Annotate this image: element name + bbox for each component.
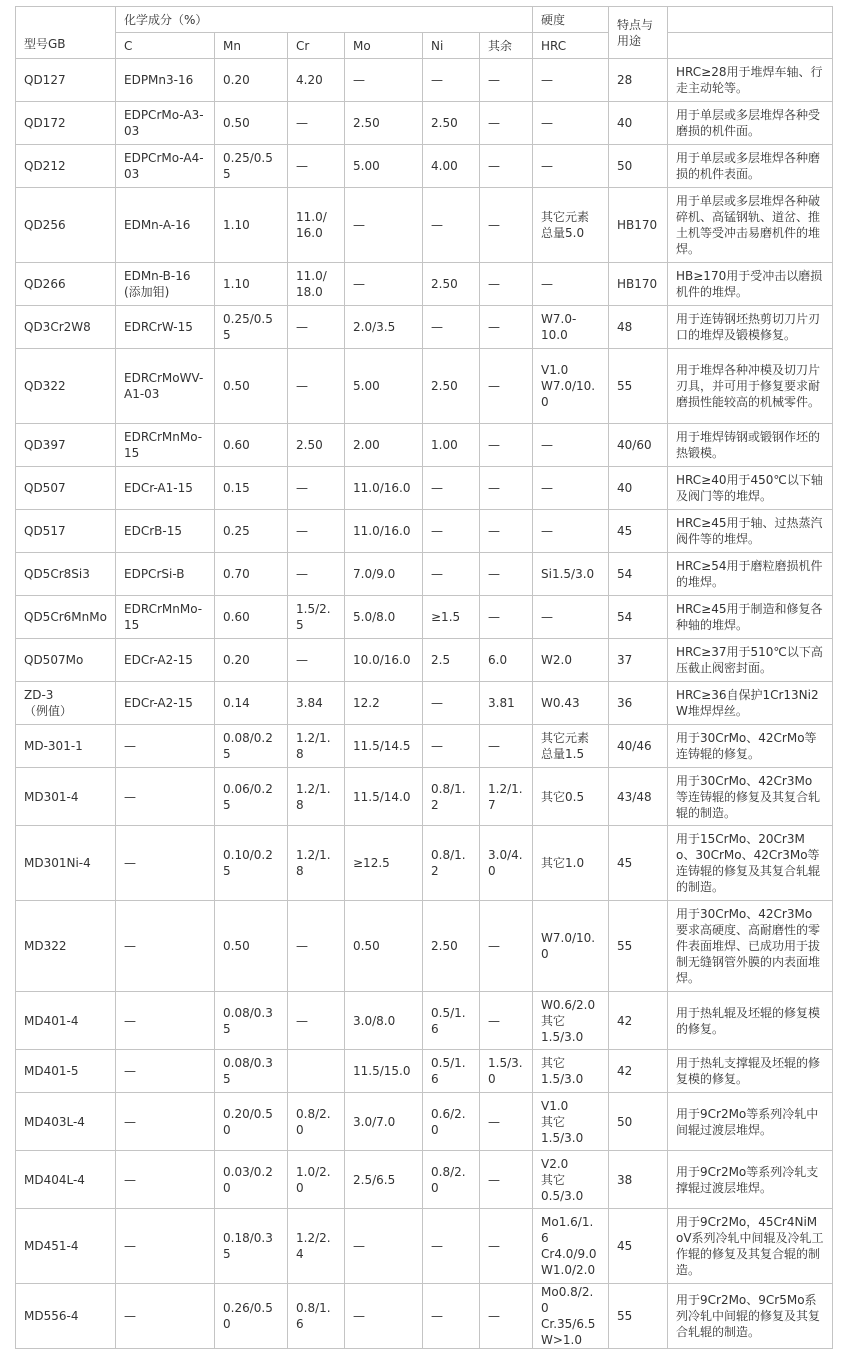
cell-hrc-note: W2.0 — [533, 639, 609, 682]
cell-hrc-note: — — [533, 145, 609, 188]
cell-ni: 0.5/1.6 — [423, 1050, 480, 1093]
cell-model: QD127 — [16, 59, 116, 102]
cell-model: MD322 — [16, 901, 116, 992]
cell-mn-col-c: EDPCrSi-B — [116, 553, 215, 596]
table-row — [16, 682, 833, 725]
cell-mn: 0.25 — [215, 510, 288, 553]
cell-mn-col-c: — — [116, 725, 215, 768]
cell-other: — — [480, 1284, 533, 1349]
cell-ni: 0.8/1.2 — [423, 826, 480, 901]
cell-model: QD322 — [16, 349, 116, 424]
cell-usage: 用于单层或多层堆焊各种磨损的机件表面。 — [668, 145, 833, 188]
cell-ni: 2.5 — [423, 639, 480, 682]
table-row — [16, 1093, 833, 1151]
cell-hrc-note: — — [533, 263, 609, 306]
cell-usage: 用于单层或多层堆焊各种受磨损的机件面。 — [668, 102, 833, 145]
cell-other: — — [480, 188, 533, 263]
cell-hrc-note: W0.6/2.0 其它 1.5/3.0 — [533, 992, 609, 1050]
cell-ni: — — [423, 306, 480, 349]
cell-mo: 5.00 — [345, 349, 423, 424]
cell-hrc-note: Si1.5/3.0 — [533, 553, 609, 596]
cell-ni: 0.5/1.6 — [423, 992, 480, 1050]
cell-other: — — [480, 349, 533, 424]
cell-mn-col-c: EDRCrMnMo-15 — [116, 424, 215, 467]
cell-model: QD507Mo — [16, 639, 116, 682]
cell-mo: 10.0/16.0 — [345, 639, 423, 682]
cell-cr: — — [288, 102, 345, 145]
table-row — [16, 553, 833, 596]
cell-ni: — — [423, 467, 480, 510]
cell-hardness: 38 — [609, 1151, 668, 1209]
cell-mn: 0.15 — [215, 467, 288, 510]
cell-ni: — — [423, 725, 480, 768]
cell-hardness: 42 — [609, 1050, 668, 1093]
cell-ni: 0.8/2.0 — [423, 1151, 480, 1209]
cell-cr: — — [288, 145, 345, 188]
cell-hrc-note: — — [533, 467, 609, 510]
cell-hardness: 55 — [609, 349, 668, 424]
cell-mn-col-c: EDPMn3-16 — [116, 59, 215, 102]
header-hardness: 硬度 — [533, 7, 609, 33]
cell-other: — — [480, 1093, 533, 1151]
cell-other: 3.81 — [480, 682, 533, 725]
cell-cr — [288, 1050, 345, 1093]
cell-other: — — [480, 306, 533, 349]
cell-hardness: HB170 — [609, 188, 668, 263]
cell-mo: 7.0/9.0 — [345, 553, 423, 596]
cell-mn-col-c: — — [116, 1151, 215, 1209]
cell-mn-col-c: EDMn-B-16 (添加钼) — [116, 263, 215, 306]
cell-other: — — [480, 992, 533, 1050]
cell-mn: 0.26/0.50 — [215, 1284, 288, 1349]
cell-hardness: 43/48 — [609, 768, 668, 826]
cell-mn-col-c: — — [116, 1209, 215, 1284]
cell-mn-col-c: — — [116, 901, 215, 992]
table-row — [16, 1209, 833, 1284]
cell-mn: 0.08/0.25 — [215, 725, 288, 768]
cell-hardness: 54 — [609, 596, 668, 639]
cell-mn: 1.10 — [215, 263, 288, 306]
cell-mn-col-c: EDRCrMnMo-15 — [116, 596, 215, 639]
cell-mn: 0.60 — [215, 596, 288, 639]
cell-mn-col-c: EDRCrW-15 — [116, 306, 215, 349]
cell-cr: — — [288, 306, 345, 349]
cell-model: MD556-4 — [16, 1284, 116, 1349]
cell-ni: 2.50 — [423, 901, 480, 992]
cell-mn: 0.08/0.35 — [215, 992, 288, 1050]
cell-cr: 4.20 — [288, 59, 345, 102]
cell-cr: — — [288, 639, 345, 682]
cell-hrc-note: 其它元素 总量1.5 — [533, 725, 609, 768]
table-row — [16, 510, 833, 553]
cell-mn: 0.18/0.35 — [215, 1209, 288, 1284]
cell-mn: 0.20 — [215, 59, 288, 102]
cell-model: QD266 — [16, 263, 116, 306]
cell-usage: 用于9Cr2Mo等系列冷轧中间辊过渡层堆焊。 — [668, 1093, 833, 1151]
cell-usage: 用于30CrMo、42CrMo等连铸辊的修复。 — [668, 725, 833, 768]
cell-usage: HRC≥40用于450℃以下轴及阀门等的堆焊。 — [668, 467, 833, 510]
cell-ni: 2.50 — [423, 102, 480, 145]
cell-model: ZD-3 （例值） — [16, 682, 116, 725]
cell-mn-col-c: EDPCrMo-A3-03 — [116, 102, 215, 145]
cell-mn-col-c: — — [116, 1093, 215, 1151]
cell-hardness: 37 — [609, 639, 668, 682]
cell-hrc-note: 其它1.0 — [533, 826, 609, 901]
cell-cr: 0.8/1.6 — [288, 1284, 345, 1349]
cell-model: QD212 — [16, 145, 116, 188]
cell-model: MD301Ni-4 — [16, 826, 116, 901]
cell-model: MD403L-4 — [16, 1093, 116, 1151]
header-model: 型号GB — [16, 7, 116, 59]
header-mo: Mo — [345, 33, 423, 59]
cell-usage: 用于30CrMo、42Cr3Mo等连铸辊的修复及其复合轧辊的制造。 — [668, 768, 833, 826]
cell-ni: 0.6/2.0 — [423, 1093, 480, 1151]
cell-mn-col-c: EDCr-A2-15 — [116, 639, 215, 682]
cell-model: QD507 — [16, 467, 116, 510]
cell-mo: — — [345, 59, 423, 102]
cell-hardness: 50 — [609, 1093, 668, 1151]
cell-usage: HRC≥45用于制造和修复各种轴的堆焊。 — [668, 596, 833, 639]
cell-hardness: 55 — [609, 901, 668, 992]
cell-cr: 1.2/1.8 — [288, 826, 345, 901]
cell-mo: 3.0/8.0 — [345, 992, 423, 1050]
cell-model: QD172 — [16, 102, 116, 145]
table-row — [16, 467, 833, 510]
table-row — [16, 424, 833, 467]
cell-mn-col-c: EDPCrMo-A4-03 — [116, 145, 215, 188]
cell-hardness: 50 — [609, 145, 668, 188]
cell-other: — — [480, 725, 533, 768]
cell-other: — — [480, 553, 533, 596]
table-row — [16, 826, 833, 901]
cell-model: MD301-4 — [16, 768, 116, 826]
cell-usage: 用于连铸钢坯热剪切刀片刃口的堆焊及锻模修复。 — [668, 306, 833, 349]
cell-mo: 0.50 — [345, 901, 423, 992]
cell-hardness: 40 — [609, 102, 668, 145]
cell-mn: 0.14 — [215, 682, 288, 725]
cell-mn: 1.10 — [215, 188, 288, 263]
cell-model: QD397 — [16, 424, 116, 467]
cell-model: MD401-4 — [16, 992, 116, 1050]
header-blank — [668, 7, 833, 33]
cell-mo: 11.5/15.0 — [345, 1050, 423, 1093]
cell-cr: 1.0/2.0 — [288, 1151, 345, 1209]
cell-mn-col-c: EDCr-A2-15 — [116, 682, 215, 725]
cell-other: — — [480, 596, 533, 639]
cell-model: MD-301-1 — [16, 725, 116, 768]
cell-hrc-note: Mo0.8/2.0 Cr.35/6.5 W>1.0 — [533, 1284, 609, 1349]
header-blank-2 — [668, 33, 833, 59]
cell-hardness: 36 — [609, 682, 668, 725]
cell-hrc-note: Mo1.6/1.6 Cr4.0/9.0 W1.0/2.0 — [533, 1209, 609, 1284]
cell-cr: 11.0/ 18.0 — [288, 263, 345, 306]
cell-cr: 1.2/2.4 — [288, 1209, 345, 1284]
cell-mo: 5.0/8.0 — [345, 596, 423, 639]
cell-other: 1.2/1.7 — [480, 768, 533, 826]
header-cr: Cr — [288, 33, 345, 59]
cell-hrc-note: V1.0 其它 1.5/3.0 — [533, 1093, 609, 1151]
table-row — [16, 1284, 833, 1349]
cell-hrc-note: W7.0/10.0 — [533, 901, 609, 992]
cell-hrc-note: 其它0.5 — [533, 768, 609, 826]
cell-ni: — — [423, 188, 480, 263]
cell-other: — — [480, 901, 533, 992]
cell-cr: 2.50 — [288, 424, 345, 467]
cell-hardness: 45 — [609, 826, 668, 901]
cell-mo: — — [345, 263, 423, 306]
cell-hrc-note: — — [533, 102, 609, 145]
cell-mn-col-c: — — [116, 992, 215, 1050]
cell-other: 1.5/3.0 — [480, 1050, 533, 1093]
cell-cr: — — [288, 467, 345, 510]
cell-usage: HRC≥54用于磨粒磨损机件的堆焊。 — [668, 553, 833, 596]
cell-other: — — [480, 1151, 533, 1209]
header-other: 其余 — [480, 33, 533, 59]
table-row — [16, 1050, 833, 1093]
cell-ni: ≥1.5 — [423, 596, 480, 639]
cell-mn-col-c: — — [116, 1050, 215, 1093]
header-hrc: HRC — [533, 33, 609, 59]
cell-usage: HB≥170用于受冲击以磨损机件的堆焊。 — [668, 263, 833, 306]
cell-mn: 0.70 — [215, 553, 288, 596]
cell-usage: HRC≥45用于轴、过热蒸汽阀件等的堆焊。 — [668, 510, 833, 553]
cell-mn-col-c: EDRCrMoWV-A1-03 — [116, 349, 215, 424]
cell-other: — — [480, 263, 533, 306]
cell-cr: — — [288, 510, 345, 553]
table-row — [16, 188, 833, 263]
header-composition: 化学成分（%） — [116, 7, 533, 33]
cell-hardness: HB170 — [609, 263, 668, 306]
cell-ni: — — [423, 553, 480, 596]
cell-mo: — — [345, 1284, 423, 1349]
welding-rod-table — [15, 6, 833, 1349]
cell-other: — — [480, 424, 533, 467]
cell-usage: 用于热轧辊及坯辊的修复模的修复。 — [668, 992, 833, 1050]
cell-hrc-note: V2.0 其它 0.5/3.0 — [533, 1151, 609, 1209]
header-mn: Mn — [215, 33, 288, 59]
cell-mn-col-c: EDCr-A1-15 — [116, 467, 215, 510]
cell-model: QD5Cr6MnMo — [16, 596, 116, 639]
table-row — [16, 263, 833, 306]
cell-other: 3.0/4.0 — [480, 826, 533, 901]
cell-hrc-note: W0.43 — [533, 682, 609, 725]
cell-cr: 1.2/1.8 — [288, 725, 345, 768]
cell-usage: 用于30CrMo、42Cr3Mo要求高硬度、高耐磨性的零件表面堆焊、已成功用于拔制无缝钢管外膜的内表面堆焊。 — [668, 901, 833, 992]
cell-hardness: 42 — [609, 992, 668, 1050]
cell-cr: 3.84 — [288, 682, 345, 725]
cell-mn-col-c: — — [116, 1284, 215, 1349]
cell-mn: 0.25/0.55 — [215, 306, 288, 349]
cell-ni: 2.50 — [423, 263, 480, 306]
cell-mn-col-c: EDMn-A-16 — [116, 188, 215, 263]
cell-model: QD5Cr8Si3 — [16, 553, 116, 596]
cell-model: QD256 — [16, 188, 116, 263]
cell-mn: 0.08/0.35 — [215, 1050, 288, 1093]
header-usage: 特点与 用途 — [609, 7, 668, 59]
cell-cr: 11.0/ 16.0 — [288, 188, 345, 263]
cell-mn: 0.06/0.25 — [215, 768, 288, 826]
cell-usage: 用于15CrMo、20Cr3Mo、30CrMo、42Cr3Mo等连铸辊的修复及其复合轧辊的制造。 — [668, 826, 833, 901]
cell-mn: 0.10/0.25 — [215, 826, 288, 901]
cell-mo: 11.5/14.0 — [345, 768, 423, 826]
cell-hardness: 45 — [609, 1209, 668, 1284]
cell-ni: 1.00 — [423, 424, 480, 467]
table-row — [16, 725, 833, 768]
cell-other: — — [480, 1209, 533, 1284]
cell-cr: — — [288, 553, 345, 596]
cell-other: — — [480, 467, 533, 510]
cell-cr: 1.2/1.8 — [288, 768, 345, 826]
table-row — [16, 306, 833, 349]
cell-mo: 5.00 — [345, 145, 423, 188]
cell-hardness: 40/60 — [609, 424, 668, 467]
table-row — [16, 349, 833, 424]
cell-ni: 0.8/1.2 — [423, 768, 480, 826]
table-row — [16, 145, 833, 188]
table-row — [16, 992, 833, 1050]
cell-usage: 用于热轧支撑辊及坯辊的修复模的修复。 — [668, 1050, 833, 1093]
cell-ni: — — [423, 682, 480, 725]
table-row — [16, 768, 833, 826]
cell-hardness: 40/46 — [609, 725, 668, 768]
cell-hardness: 45 — [609, 510, 668, 553]
table-row — [16, 901, 833, 992]
cell-mn: 0.20 — [215, 639, 288, 682]
table-row — [16, 639, 833, 682]
header-c: C — [116, 33, 215, 59]
cell-mo: 2.50 — [345, 102, 423, 145]
cell-hrc-note: — — [533, 59, 609, 102]
cell-hardness: 40 — [609, 467, 668, 510]
cell-other: 6.0 — [480, 639, 533, 682]
cell-mn: 0.25/0.55 — [215, 145, 288, 188]
cell-ni: — — [423, 1284, 480, 1349]
cell-mo: 12.2 — [345, 682, 423, 725]
header-ni: Ni — [423, 33, 480, 59]
cell-ni: — — [423, 510, 480, 553]
cell-mn-col-c: — — [116, 826, 215, 901]
cell-mn-col-c: EDCrB-15 — [116, 510, 215, 553]
cell-hardness: 48 — [609, 306, 668, 349]
cell-ni: 4.00 — [423, 145, 480, 188]
cell-usage: 用于9Cr2Mo、9Cr5Mo系列冷轧中间辊的修复及其复合轧辊的制造。 — [668, 1284, 833, 1349]
table-row — [16, 102, 833, 145]
cell-mn: 0.50 — [215, 901, 288, 992]
table-body — [16, 59, 833, 1349]
cell-mo: 11.0/16.0 — [345, 510, 423, 553]
cell-mn: 0.60 — [215, 424, 288, 467]
cell-usage: HRC≥36自保护1Cr13Ni2W堆焊焊丝。 — [668, 682, 833, 725]
table-row — [16, 1151, 833, 1209]
cell-mn: 0.50 — [215, 102, 288, 145]
cell-mo: 2.00 — [345, 424, 423, 467]
cell-usage: 用于9Cr2Mo等系列冷轧支撑辊过渡层堆焊。 — [668, 1151, 833, 1209]
cell-model: MD401-5 — [16, 1050, 116, 1093]
cell-cr: 1.5/2.5 — [288, 596, 345, 639]
cell-usage: HRC≥28用于堆焊车轴、行走主动轮等。 — [668, 59, 833, 102]
cell-mn: 0.20/0.50 — [215, 1093, 288, 1151]
cell-other: — — [480, 102, 533, 145]
cell-usage: 用于9Cr2Mo，45Cr4NiMoV系列冷轧中间辊及冷轧工作辊的修复及其复合辊的制造。 — [668, 1209, 833, 1284]
cell-ni: — — [423, 1209, 480, 1284]
cell-cr: — — [288, 992, 345, 1050]
cell-ni: — — [423, 59, 480, 102]
cell-mn: 0.50 — [215, 349, 288, 424]
cell-hardness: 55 — [609, 1284, 668, 1349]
cell-usage: 用于堆焊各种冲模及切刀片刃具，并可用于修复要求耐磨损性能较高的机械零件。 — [668, 349, 833, 424]
cell-model: QD3Cr2W8 — [16, 306, 116, 349]
cell-hardness: 54 — [609, 553, 668, 596]
cell-mo: 11.5/14.5 — [345, 725, 423, 768]
cell-mo: 11.0/16.0 — [345, 467, 423, 510]
cell-hrc-note: 其它 1.5/3.0 — [533, 1050, 609, 1093]
cell-other: — — [480, 145, 533, 188]
cell-hardness: 28 — [609, 59, 668, 102]
cell-other: — — [480, 510, 533, 553]
cell-mo: 2.0/3.5 — [345, 306, 423, 349]
cell-hrc-note: — — [533, 596, 609, 639]
cell-cr: 0.8/2.0 — [288, 1093, 345, 1151]
cell-mo: — — [345, 1209, 423, 1284]
cell-mn: 0.03/0.20 — [215, 1151, 288, 1209]
table-row — [16, 59, 833, 102]
cell-model: MD404L-4 — [16, 1151, 116, 1209]
cell-mo: 2.5/6.5 — [345, 1151, 423, 1209]
cell-cr: — — [288, 901, 345, 992]
cell-mo: — — [345, 188, 423, 263]
cell-mo: 3.0/7.0 — [345, 1093, 423, 1151]
cell-hrc-note: 其它元素 总量5.0 — [533, 188, 609, 263]
table-row — [16, 596, 833, 639]
cell-usage: 用于堆焊铸钢或锻钢作坯的热锻模。 — [668, 424, 833, 467]
cell-mn-col-c: — — [116, 768, 215, 826]
cell-hrc-note: W7.0- 10.0 — [533, 306, 609, 349]
cell-ni: 2.50 — [423, 349, 480, 424]
cell-hrc-note: — — [533, 510, 609, 553]
cell-model: QD517 — [16, 510, 116, 553]
cell-other: — — [480, 59, 533, 102]
table-header — [16, 7, 833, 59]
cell-usage: HRC≥37用于510℃以下高压截止阀密封面。 — [668, 639, 833, 682]
cell-hrc-note: — — [533, 424, 609, 467]
cell-usage: 用于单层或多层堆焊各种破碎机、高锰钢轨、道岔、推土机等受冲击易磨机件的堆焊。 — [668, 188, 833, 263]
cell-cr: — — [288, 349, 345, 424]
cell-mo: ≥12.5 — [345, 826, 423, 901]
cell-model: MD451-4 — [16, 1209, 116, 1284]
cell-hrc-note: V1.0 W7.0/10.0 — [533, 349, 609, 424]
